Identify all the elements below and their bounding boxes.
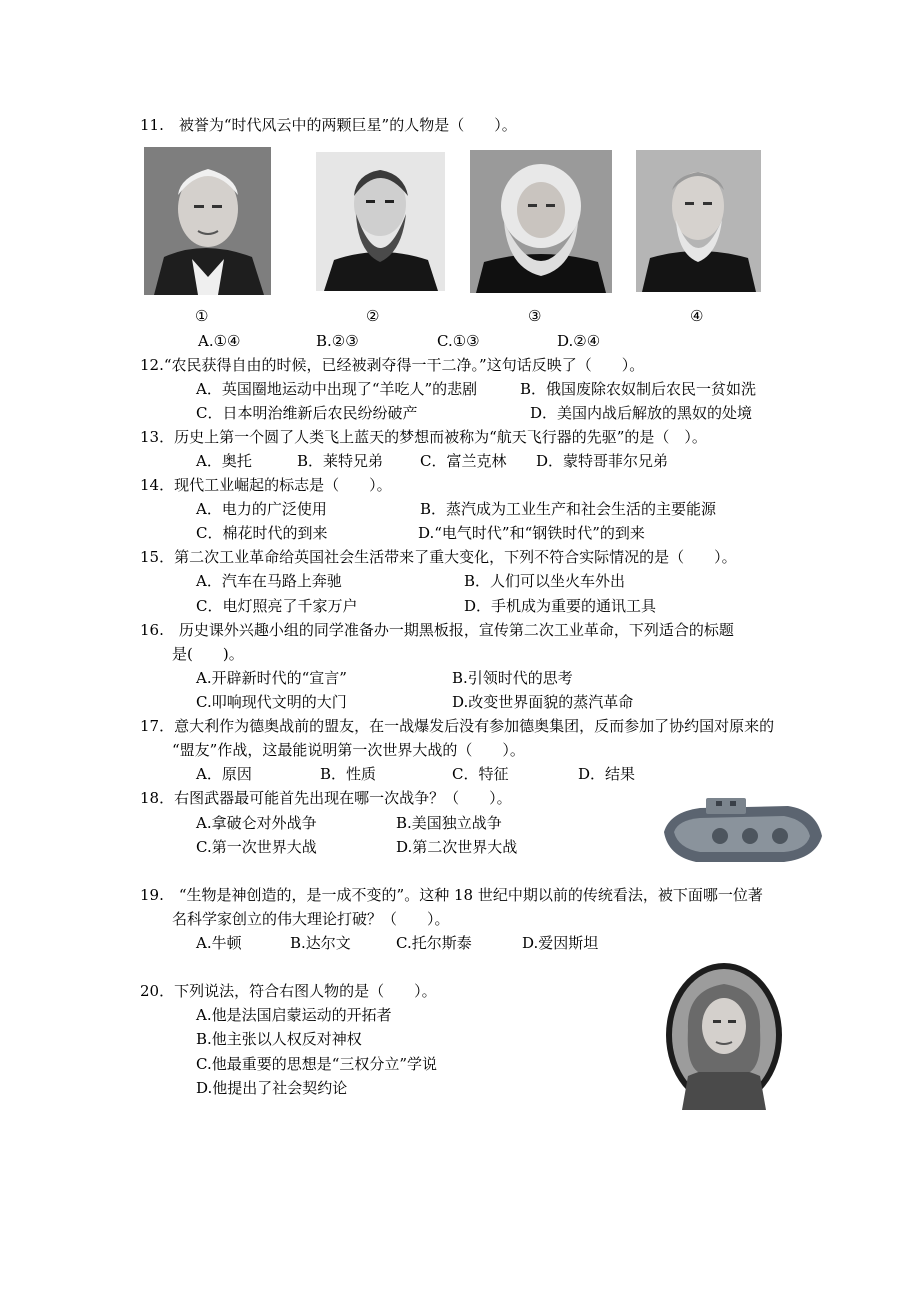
q16-option-c: C.叩响现代文明的大门 [196,693,347,711]
q12-option-a: A．英国圈地运动中出现了“羊吃人”的悲剧 [196,380,478,398]
q11-option-d: D.②④ [557,332,601,350]
q17-stem-line1: 17．意大利作为德奥战前的盟友，在一战爆发后没有参加德奥集团，反而参加了协约国对原来的 [140,717,775,735]
q11-option-b: B.②③ [316,332,359,350]
q17-option-c: C．特征 [452,765,509,783]
q14-option-a: A．电力的广泛使用 [196,500,327,518]
q18-option-b: B.美国独立战争 [396,814,502,832]
q13-option-b: B．莱特兄弟 [297,452,384,470]
q19-option-c: C.托尔斯泰 [396,934,472,952]
portrait-2-image [316,152,445,291]
q18-stem: 18．右图武器最可能首先出现在哪一次战争？（ ）。 [140,789,512,807]
q13-option-a: A．奥托 [196,452,252,470]
portrait-label-4: ④ [690,307,704,325]
q18-option-d: D.第二次世界大战 [396,838,518,856]
q14-option-c: C．棉花时代的到来 [196,524,328,542]
q19-option-d: D.爱因斯坦 [522,934,599,952]
q11-stem: 11. 被誉为“时代风云中的两颗巨星”的人物是（ ）。 [140,116,517,134]
q19-option-b: B.达尔文 [290,934,351,952]
q12-option-d: D．美国内战后解放的黑奴的处境 [530,404,753,422]
q20-option-b: B.他主张以人权反对神权 [196,1030,362,1048]
q18-option-c: C.第一次世界大战 [196,838,317,856]
q11-option-a: A.①④ [198,332,241,350]
q16-stem-line2: 是( )。 [172,645,244,663]
q18-option-a: A.拿破仑对外战争 [196,814,317,832]
q20-stem: 20．下列说法，符合右图人物的是（ ）。 [140,982,437,1000]
q19-stem-line2: 名科学家创立的伟大理论打破？（ ）。 [172,910,450,928]
q19-stem-line1: 19. “生物是神创造的，是一成不变的”。这种 18 世纪中期以前的传统看法，被下面哪一位著 [140,886,763,904]
q12-option-c: C．日本明治维新后农民纷纷破产 [196,404,418,422]
portrait-4-image [636,150,761,292]
q16-stem-line1: 16. 历史课外兴趣小组的同学准备办一期黑板报，宣传第二次工业革命，下列适合的标题 [140,621,734,639]
q17-option-a: A．原因 [196,765,252,783]
q16-option-a: A.开辟新时代的“宣言” [196,669,347,687]
q13-stem: 13．历史上第一个圆了人类飞上蓝天的梦想而被称为“航天飞行器的先驱”的是（ ）。 [140,428,707,446]
q15-stem: 15．第二次工业革命给英国社会生活带来了重大变化，下列不符合实际情况的是（ ）。 [140,548,737,566]
portrait-oval-image [662,960,786,1110]
portrait-1-image [144,147,271,295]
q12-stem: 12.“农民获得自由的时候，已经被剥夺得一干二净。”这句话反映了（ ）。 [140,356,645,374]
q16-option-b: B.引领时代的思考 [452,669,573,687]
portrait-3-image [470,150,612,293]
q15-option-d: D．手机成为重要的通讯工具 [464,597,657,615]
portrait-label-1: ① [195,307,209,325]
q15-option-c: C．电灯照亮了千家万户 [196,597,358,615]
q20-option-a: A.他是法国启蒙运动的开拓者 [196,1006,392,1024]
q14-stem: 14．现代工业崛起的标志是（ ）。 [140,476,392,494]
q17-option-d: D．结果 [578,765,636,783]
q17-option-b: B．性质 [320,765,377,783]
portrait-label-2: ② [366,307,380,325]
q15-option-a: A．汽车在马路上奔驰 [196,572,342,590]
q14-option-b: B．蒸汽成为工业生产和社会生活的主要能源 [420,500,717,518]
q12-option-b: B．俄国废除农奴制后农民一贫如洗 [520,380,757,398]
q19-option-a: A.牛顿 [196,934,242,952]
q20-option-c: C.他最重要的思想是“三权分立”学说 [196,1055,438,1073]
q11-option-c: C.①③ [437,332,480,350]
q14-option-d: D.“电气时代”和“钢铁时代”的到来 [418,524,645,542]
q15-option-b: B．人们可以坐火车外出 [464,572,626,590]
q17-stem-line2: “盟友”作战，这最能说明第一次世界大战的（ ）。 [172,741,525,759]
q20-option-d: D.他提出了社会契约论 [196,1079,348,1097]
q13-option-c: C．富兰克林 [420,452,507,470]
tank-image [660,792,824,868]
portrait-label-3: ③ [528,307,542,325]
q16-option-d: D.改变世界面貌的蒸汽革命 [452,693,634,711]
q13-option-d: D．蒙特哥菲尔兄弟 [536,452,669,470]
